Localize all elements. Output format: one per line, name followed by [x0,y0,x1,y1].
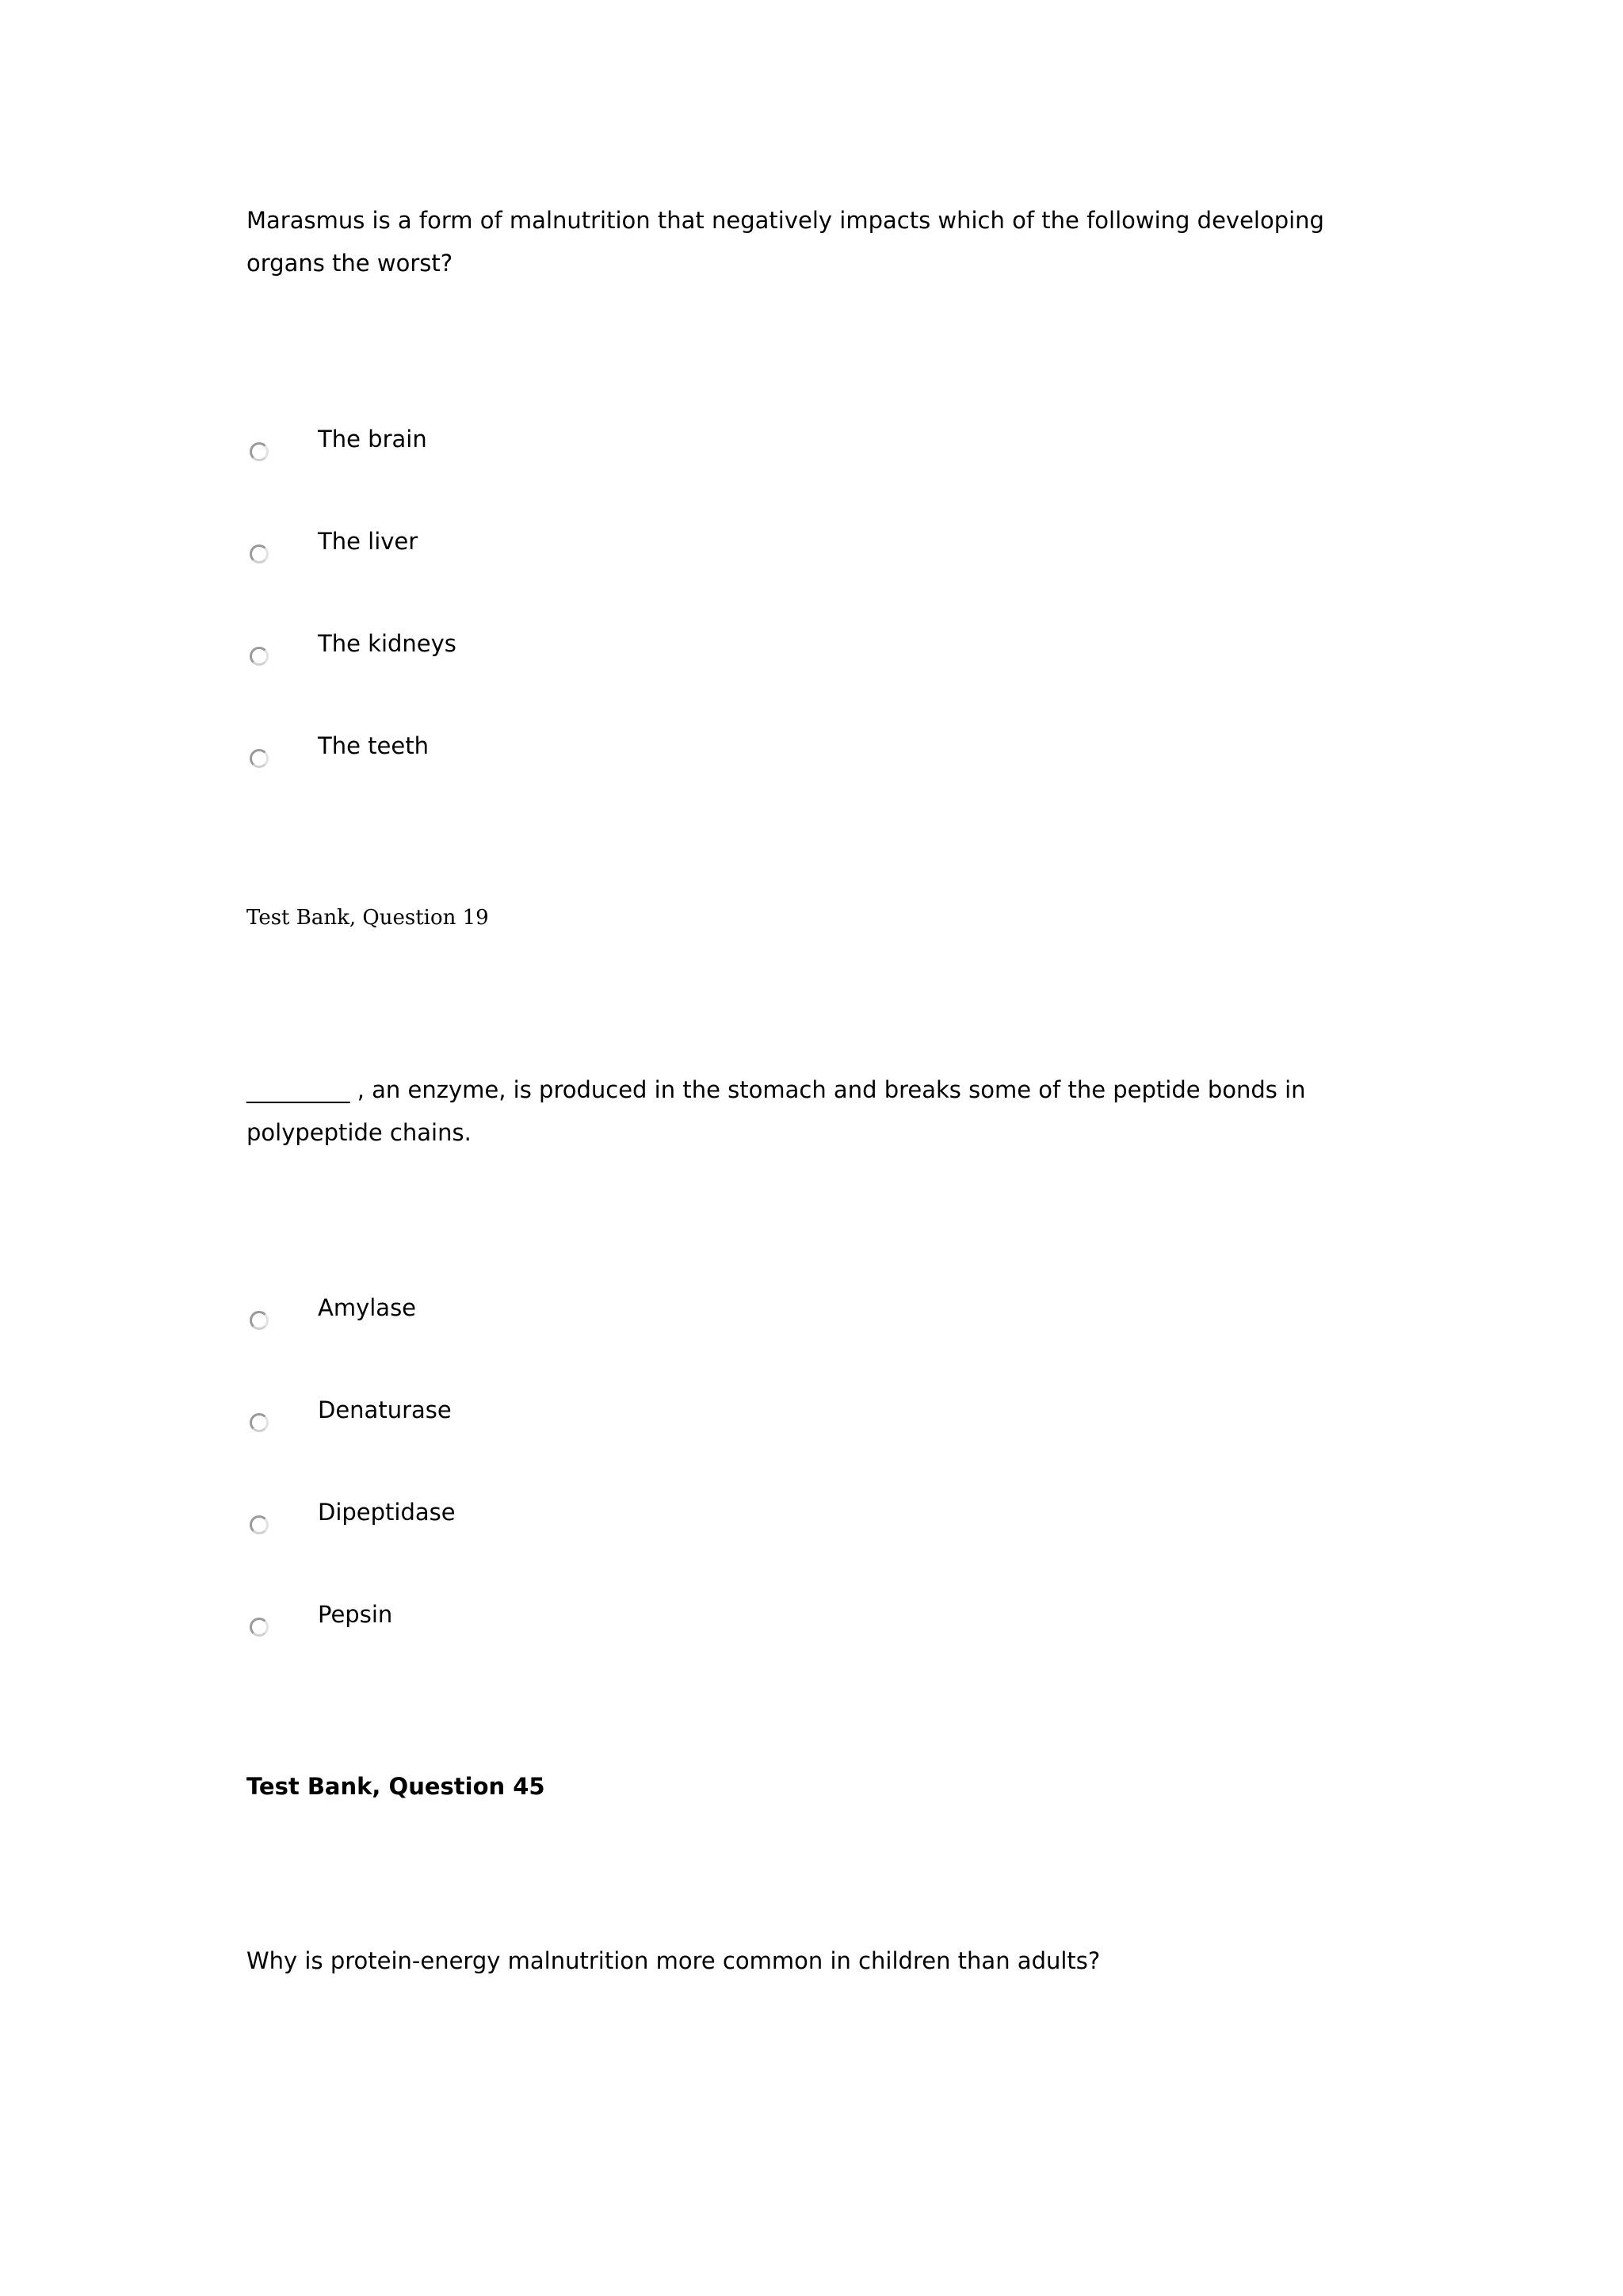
option-label: The liver [318,528,418,555]
question-reference: Test Bank, Question 19 [246,906,489,930]
radio-button[interactable] [250,749,269,768]
answer-option[interactable] [246,1397,960,1445]
option-label: Pepsin [318,1601,393,1628]
radio-button[interactable] [250,1618,269,1637]
radio-button[interactable] [250,544,269,563]
question-text: _________ , an enzyme, is produced in the stomach and breaks some of the peptide bonds in polypeptide chains. [246,1076,1306,1146]
question-reference: Test Bank, Question 45 [246,1773,545,1800]
radio-button[interactable] [250,647,269,666]
answer-option[interactable] [246,733,960,781]
answer-option[interactable] [246,631,960,678]
answer-option[interactable] [246,426,960,474]
option-label: The teeth [318,732,429,759]
answer-option[interactable] [246,1499,960,1547]
option-label: The brain [318,426,427,453]
answer-option[interactable] [246,1602,960,1649]
answer-option[interactable] [246,1295,960,1343]
question-text: Why is protein-energy malnutrition more common in children than adults? [246,1947,1101,1974]
option-label: Dipeptidase [318,1499,456,1526]
radio-button[interactable] [250,1311,269,1330]
radio-button[interactable] [250,442,269,461]
option-label: The kidneys [318,630,456,657]
radio-button[interactable] [250,1413,269,1432]
question-text: Marasmus is a form of malnutrition that negatively impacts which of the following developing organs the worst? [246,207,1324,277]
radio-button[interactable] [250,1515,269,1534]
option-label: Denaturase [318,1396,452,1423]
answer-option[interactable] [246,529,960,576]
option-label: Amylase [318,1294,417,1321]
